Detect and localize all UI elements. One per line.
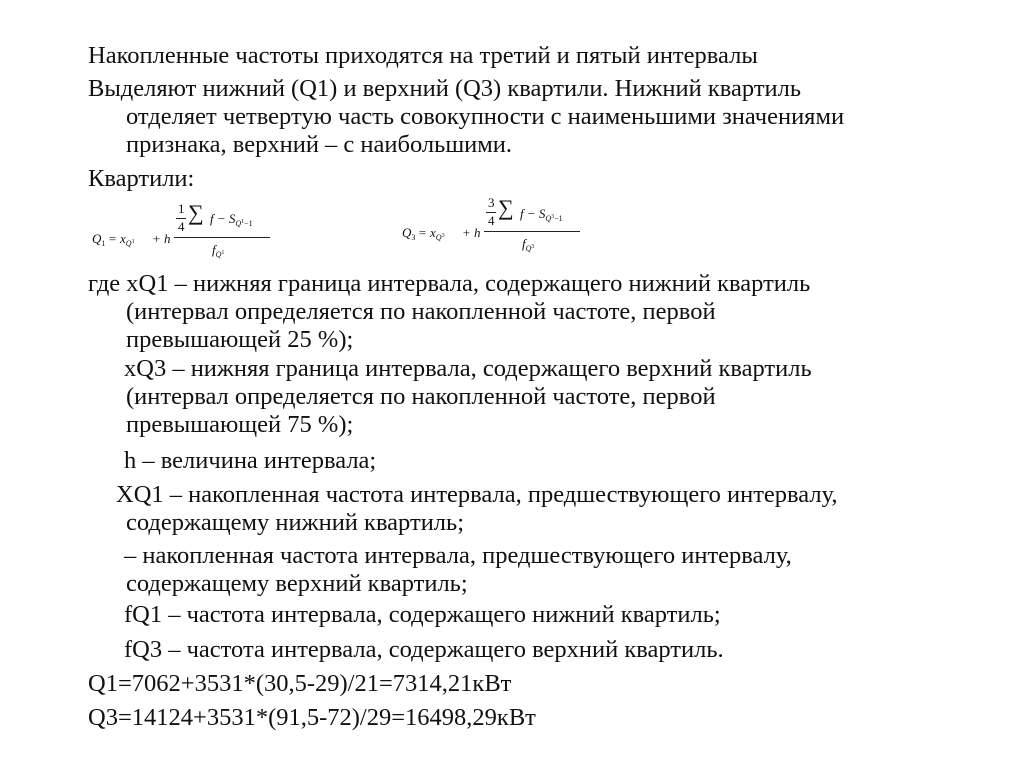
text-line-accumulated-frequencies: Накопленные частоты приходятся на третий и пятый интервалы [88,42,758,69]
formula-x-term: = $x_Q3$ [418,225,445,242]
fraction-numerator: 1 [178,201,185,216]
paragraph-line: где xQ1 – нижняя граница интервала, содержащего нижний квартиль [88,270,811,297]
text-line-fq3-definition: fQ3 – частота интервала, содержащего верхний квартиль. [124,636,724,663]
paragraph-line: xQ3 – нижняя граница интервала, содержащего верхний квартиль [124,355,812,382]
paragraph-line: превышающей 25 %); [126,326,354,353]
fraction-numerator: 3 [488,195,495,210]
paragraph-line: (интервал определяется по накопленной частоте, первой [126,298,716,325]
paragraph-line: признака, верхний – с наибольшими. [126,131,513,158]
paragraph-upper-accumulated [124,542,792,598]
paragraph-line: превышающей 75 %); [126,411,354,438]
paragraph-line: содержащему нижний квартиль; [126,509,465,536]
paragraph-line: Выделяют нижний (Q1) и верхний (Q3) квартили. Нижний квартиль [88,75,802,102]
formula-q3 [402,194,592,260]
formula-q1 [92,196,282,260]
text-line-quartiles-label: Квартили: [88,165,195,192]
text-line-fq1-definition: fQ1 – частота интервала, содержащего нижний квартиль; [124,601,721,628]
fraction-denominator: 4 [178,219,185,234]
paragraph-line: содержащему верхний квартиль; [126,570,468,597]
formula-h-term: + h [152,231,171,246]
formula-denominator: $f_Q3$ [522,236,535,253]
text-line-q1-calculation: Q1=7062+3531*(30,5-29)/21=7314,21кВт [88,670,512,697]
fraction-bar-main [484,231,580,232]
formula-numerator-rest: $f - S_Q1_{-1}$ [210,211,253,228]
formula-lhs: $Q_3$ [402,225,416,242]
fraction-bar-main [174,237,270,238]
formula-h-term: + h [462,225,481,240]
sum-sign: ∑ [188,200,204,225]
formula-lhs: $Q_1$ [92,231,106,248]
paragraph-line: отделяет четвертую часть совокупности с наименьшими значениями [126,103,845,130]
paragraph-line: – накопленная частота интервала, предшествующего интервалу, [124,542,792,569]
formula-x-term: = $x_Q1$ [108,231,135,248]
paragraph-line: XQ1 – накопленная частота интервала, предшествующего интервалу, [116,481,838,508]
formula-numerator-rest: $f - S_Q3_{-1}$ [520,206,563,223]
sum-sign: ∑ [498,195,514,220]
paragraph-xq1-accumulated [116,481,838,537]
paragraph-xq1-definition [88,270,810,354]
paragraph-quartiles-definition [88,75,844,159]
paragraph-line: (интервал определяется по накопленной частоте, первой [126,383,716,410]
formula-denominator: $f_Q1$ [212,242,225,259]
fraction-denominator: 4 [488,213,495,228]
text-line-q3-calculation: Q3=14124+3531*(91,5-72)/29=16498,29кВт [88,704,536,731]
text-line-h-definition: h – величина интервала; [124,447,377,474]
paragraph-xq3-definition [124,355,812,439]
